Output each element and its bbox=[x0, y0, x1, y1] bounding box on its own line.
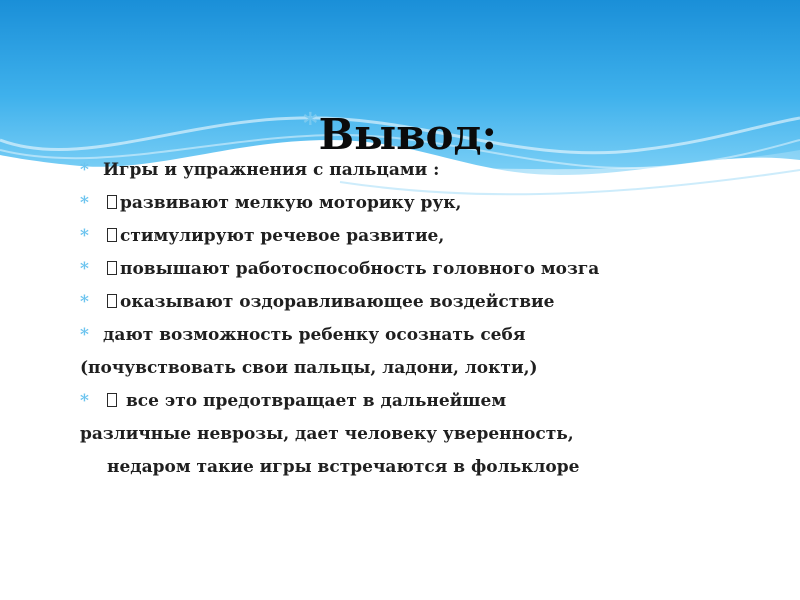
list-item-text: повышают работоспособность головного мозга bbox=[120, 259, 600, 279]
missing-glyph-icon bbox=[107, 294, 117, 308]
title-text: Вывод: bbox=[318, 110, 497, 159]
bullet-icon: * bbox=[80, 325, 89, 345]
missing-glyph-icon bbox=[107, 393, 117, 407]
slide-title bbox=[303, 92, 497, 167]
list-item bbox=[80, 323, 525, 347]
list-item-text: оказывают оздоравливающее воздействие bbox=[120, 292, 555, 312]
bullet-icon: * bbox=[80, 193, 89, 213]
list-item-text: (почувствовать свои пальцы, ладони, локти,) bbox=[80, 358, 538, 378]
bullet-icon: * bbox=[80, 292, 89, 312]
list-item-text: все это предотвращает в дальнейшем bbox=[126, 391, 507, 411]
list-item-text: различные неврозы, дает человеку уверенность, bbox=[80, 424, 574, 444]
list-item-text: дают возможность ребенку осознать себя bbox=[103, 325, 526, 345]
list-item bbox=[80, 224, 444, 248]
bullet-icon: * bbox=[80, 160, 89, 180]
list-item-text: Игры и упражнения с пальцами : bbox=[103, 160, 440, 180]
list-item bbox=[80, 158, 439, 182]
list-item bbox=[80, 290, 554, 314]
list-item bbox=[80, 389, 506, 413]
missing-glyph-icon bbox=[107, 195, 117, 209]
missing-glyph-icon bbox=[107, 228, 117, 242]
list-item bbox=[80, 356, 538, 380]
list-item-text: недаром такие игры встречаются в фольклоре bbox=[107, 457, 580, 477]
missing-glyph-icon bbox=[107, 261, 117, 275]
list-item bbox=[107, 455, 579, 479]
title-bullet-icon: * bbox=[303, 107, 318, 140]
list-item bbox=[80, 422, 574, 446]
list-item-text: стимулируют речевое развитие, bbox=[120, 226, 445, 246]
list-item bbox=[80, 191, 461, 215]
bullet-icon: * bbox=[80, 391, 89, 411]
list-item-text: развивают мелкую моторику рук, bbox=[120, 193, 462, 213]
bullet-icon: * bbox=[80, 226, 89, 246]
bullet-icon: * bbox=[80, 259, 89, 279]
list-item bbox=[80, 257, 599, 281]
